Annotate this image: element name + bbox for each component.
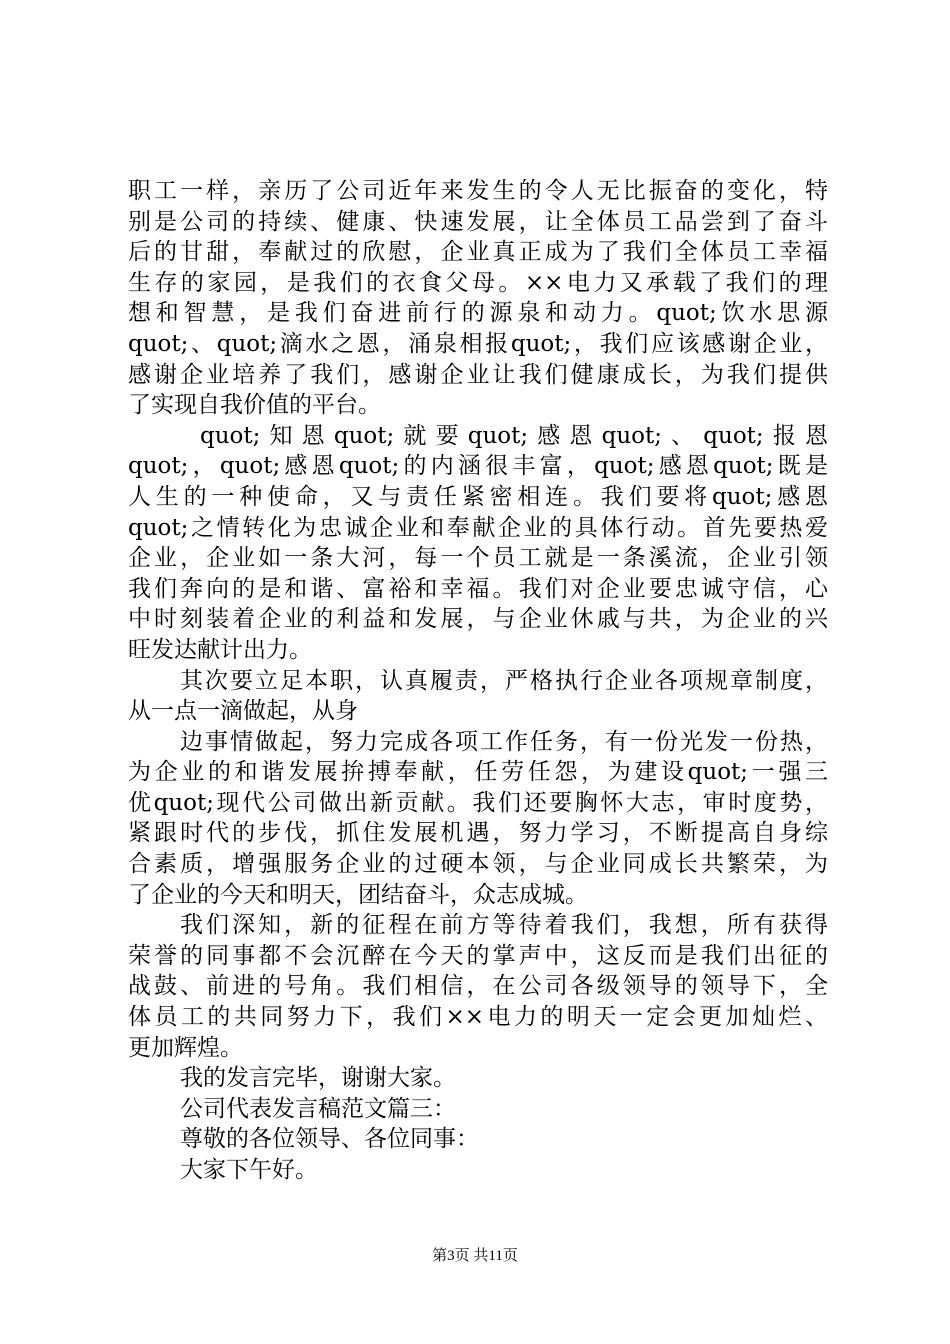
- text-line: 战鼓、前进的号角。我们相信，在公司各级领导的领导下，全: [128, 973, 828, 1000]
- text-line: 其次要立足本职，认真履责，严格执行企业各项规章制度，: [180, 667, 828, 694]
- text-line: 尊敬的各位领导、各位同事：: [180, 1126, 479, 1153]
- text-line: 荣誉的同事都不会沉醉在今天的掌声中，这反而是我们出征的: [128, 942, 828, 969]
- text-line: 中时刻装着企业的利益和发展，与企业休戚与共，为企业的兴: [128, 606, 828, 633]
- text-line: 公司代表发言稿范文篇三：: [180, 1095, 456, 1122]
- text-line: 从一点一滴做起，从身: [128, 698, 358, 725]
- text-line: quot;知恩quot;就要quot;感恩quot;、quot;报恩: [200, 422, 828, 449]
- text-line: 企业，企业如一条大河，每一个员工就是一条溪流，企业引领: [128, 545, 828, 572]
- text-line: 更加辉煌。: [128, 1034, 243, 1061]
- text-line: quot;之情转化为忠诚企业和奉献企业的具体行动。首先要热爱: [128, 514, 828, 541]
- page-footer: 第3页 共11页: [432, 1248, 518, 1264]
- body-text: [128, 176, 828, 1186]
- text-line: 我的发言完毕，谢谢大家。: [180, 1065, 456, 1092]
- text-line: 旺发达献计出力。: [128, 636, 312, 663]
- text-line: 合素质，增强服务企业的过硬本领，与企业同成长共繁荣，为: [128, 851, 828, 878]
- text-line: 了企业的今天和明天，团结奋斗，众志成城。: [128, 881, 588, 908]
- text-line: 感谢企业培养了我们，感谢企业让我们健康成长，为我们提供: [128, 361, 828, 388]
- text-line: 优quot;现代公司做出新贡献。我们还要胸怀大志，审时度势，: [128, 789, 828, 816]
- text-line: quot;，quot;感恩quot;的内涵很丰富，quot;感恩quot;既是: [128, 453, 828, 480]
- text-line: 别是公司的持续、健康、快速发展，让全体员工品尝到了奋斗: [128, 208, 828, 235]
- text-line: 生存的家园，是我们的衣食父母。××电力又承载了我们的理: [128, 269, 828, 296]
- text-line: quot;、quot;滴水之恩，涌泉相报quot;，我们应该感谢企业，: [128, 330, 828, 357]
- text-line: 想和智慧，是我们奋进前行的源泉和动力。quot;饮水思源: [128, 300, 828, 327]
- text-line: 为企业的和谐发展拚搏奉献，任劳任怨，为建设quot;一强三: [128, 759, 828, 786]
- text-line: 职工一样，亲历了公司近年来发生的令人无比振奋的变化，特: [128, 178, 828, 204]
- text-line: 大家下午好。: [180, 1157, 318, 1183]
- text-line: 了实现自我价值的平台。: [128, 392, 381, 419]
- text-line: 人生的一种使命，又与责任紧密相连。我们要将quot;感恩: [128, 483, 828, 510]
- text-line: 边事情做起，努力完成各项工作任务，有一份光发一份热，: [180, 728, 828, 755]
- text-line: 后的甘甜，奉献过的欣慰，企业真正成为了我们全体员工幸福: [128, 239, 828, 266]
- text-line: 体员工的共同努力下，我们××电力的明天一定会更加灿烂、: [128, 1004, 828, 1031]
- text-line: 紧跟时代的步伐，抓住发展机遇，努力学习，不断提高自身综: [128, 820, 828, 847]
- text-line: 我们奔向的是和谐、富裕和幸福。我们对企业要忠诚守信，心: [128, 575, 828, 602]
- text-line: 我们深知，新的征程在前方等待着我们，我想，所有获得: [180, 912, 828, 939]
